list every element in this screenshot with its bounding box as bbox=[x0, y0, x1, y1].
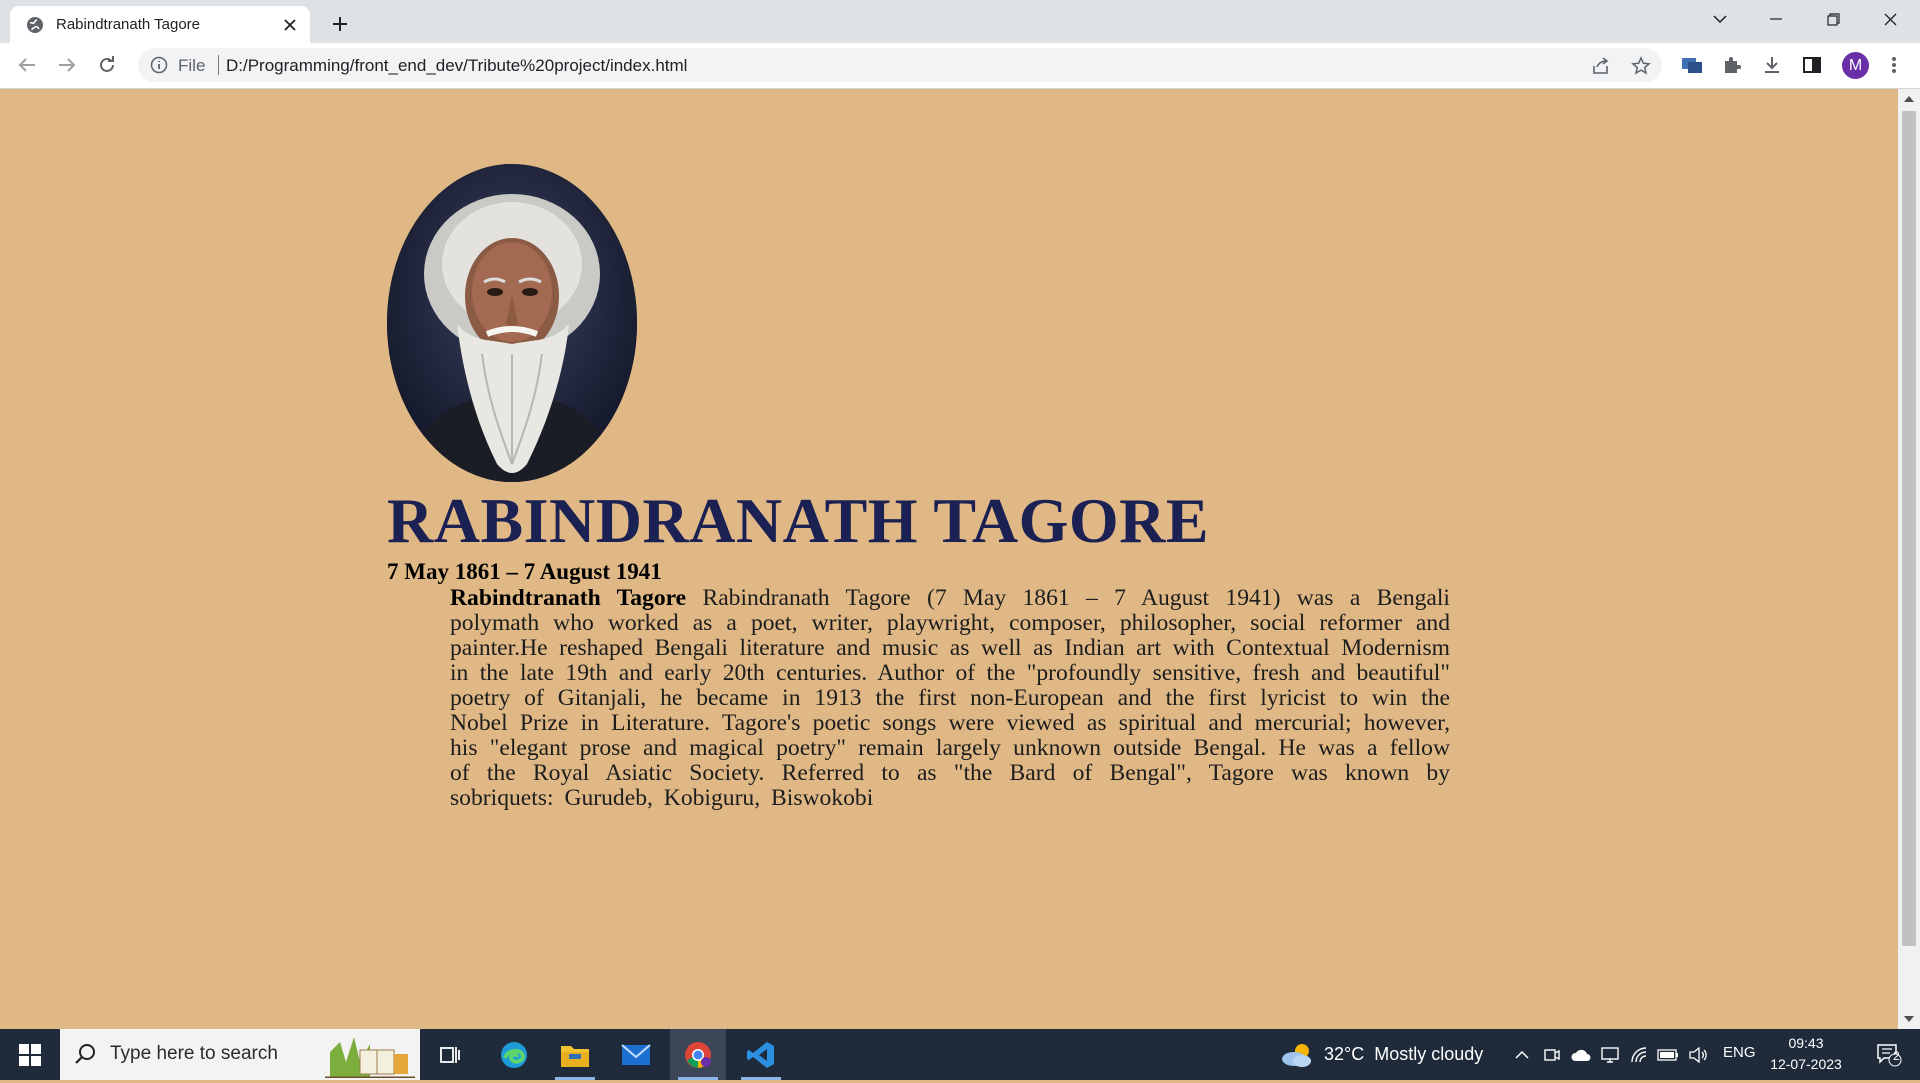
display-icon[interactable] bbox=[1596, 1029, 1624, 1080]
tagore-portrait bbox=[387, 164, 637, 482]
edge-icon[interactable] bbox=[486, 1029, 542, 1080]
meet-now-icon[interactable] bbox=[1538, 1029, 1566, 1080]
scroll-up-icon[interactable] bbox=[1903, 93, 1915, 105]
vertical-scrollbar[interactable] bbox=[1898, 89, 1920, 1029]
windows-start-icon[interactable] bbox=[0, 1029, 60, 1080]
page-viewport bbox=[0, 89, 1898, 1029]
bio-text: Rabindranath Tagore (7 May 1861 – 7 August 1941) was a Bengali polymath who worked as a poet, writer, playwright, composer, philosopher, social reformer and painter.He reshaped Bengali literature and music as well as Indian art with Contextual Modernism in the late 19th and early 20th centuries. Author of the "profoundly sensitive, fresh and beautiful" poetry of Gitanjali, he became in 1913 the first non-European and the first lyricist to win the Nobel Prize in Literature. Tagore's poetic songs were viewed as spiritual and mercurial; however, his "elegant prose and magical poetry" remain largely unknown outside Bengal. He was a fellow of the Royal Asiatic Society. Referred to as "the Bard of Bengal", Tagore was known by sobriquets: Gurudeb, Kobiguru, Biswokobi bbox=[450, 585, 1450, 811]
search-placeholder: Type here to search bbox=[110, 1043, 278, 1064]
download-icon[interactable] bbox=[1760, 53, 1784, 77]
clock-time: 09:43 bbox=[1788, 1035, 1824, 1051]
file-explorer-icon[interactable] bbox=[547, 1029, 603, 1080]
url-text[interactable]: D:/Programming/front_end_dev/Tribute%20project/index.html bbox=[226, 56, 688, 75]
reload-icon[interactable] bbox=[92, 50, 122, 80]
system-clock[interactable] bbox=[1768, 1033, 1844, 1075]
scrollbar-thumb[interactable] bbox=[1902, 111, 1916, 946]
star-icon[interactable] bbox=[1630, 55, 1652, 77]
task-view-icon[interactable] bbox=[422, 1029, 478, 1080]
taskbar-search[interactable] bbox=[60, 1029, 420, 1080]
cloudy-icon bbox=[1280, 1042, 1314, 1068]
search-icon bbox=[74, 1043, 96, 1065]
chevron-down-icon[interactable] bbox=[1692, 0, 1748, 38]
mail-icon[interactable] bbox=[608, 1029, 664, 1080]
tab-title: Rabindtranath Tagore bbox=[56, 16, 200, 33]
windows-taskbar bbox=[0, 1029, 1920, 1080]
weather-condition: Mostly cloudy bbox=[1374, 1044, 1484, 1064]
show-hidden-icons-icon[interactable] bbox=[1508, 1029, 1536, 1080]
forward-icon[interactable] bbox=[52, 50, 82, 80]
input-language[interactable]: ENG bbox=[1723, 1044, 1756, 1061]
info-icon[interactable] bbox=[150, 56, 168, 74]
biography-paragraph bbox=[450, 586, 1450, 811]
browser-toolbar bbox=[0, 43, 1920, 89]
window-close-icon[interactable] bbox=[1862, 0, 1918, 38]
puzzle-icon[interactable] bbox=[1720, 53, 1744, 77]
onedrive-icon[interactable] bbox=[1567, 1029, 1595, 1080]
address-separator bbox=[218, 55, 219, 75]
browser-titlebar bbox=[0, 0, 1920, 43]
weather-widget[interactable] bbox=[1280, 1029, 1483, 1080]
wifi-icon[interactable] bbox=[1625, 1029, 1653, 1080]
globe-icon bbox=[26, 16, 44, 34]
back-icon[interactable] bbox=[12, 50, 42, 80]
menu-icon[interactable] bbox=[1882, 53, 1906, 77]
close-icon[interactable] bbox=[278, 13, 302, 37]
volume-icon[interactable] bbox=[1684, 1029, 1712, 1080]
restore-icon[interactable] bbox=[1805, 0, 1861, 38]
chrome-icon[interactable] bbox=[670, 1029, 726, 1080]
vscode-icon[interactable] bbox=[733, 1029, 789, 1080]
new-tab-button[interactable] bbox=[325, 9, 355, 39]
profile-avatar[interactable]: M bbox=[1842, 52, 1869, 79]
bio-name: Rabindtranath Tagore bbox=[450, 585, 687, 611]
side-panel-icon[interactable] bbox=[1800, 53, 1824, 77]
battery-icon[interactable] bbox=[1654, 1029, 1682, 1080]
notification-center-icon[interactable] bbox=[1865, 1029, 1913, 1080]
extension-icon[interactable] bbox=[1680, 53, 1704, 77]
life-dates: 7 May 1861 – 7 August 1941 bbox=[387, 559, 662, 584]
search-highlight-art bbox=[320, 1032, 418, 1078]
weather-temperature: 32°C bbox=[1324, 1044, 1365, 1064]
address-bar[interactable] bbox=[138, 48, 1662, 82]
clock-date: 12-07-2023 bbox=[1770, 1056, 1842, 1072]
page-title: RABINDRANATH TAGORE bbox=[387, 485, 1210, 556]
browser-tab[interactable] bbox=[10, 6, 310, 43]
scroll-down-icon[interactable] bbox=[1903, 1013, 1915, 1025]
notification-count: 2 bbox=[1893, 1049, 1900, 1063]
minimize-icon[interactable] bbox=[1748, 0, 1804, 38]
share-icon[interactable] bbox=[1590, 55, 1612, 77]
file-label: File bbox=[178, 56, 206, 75]
